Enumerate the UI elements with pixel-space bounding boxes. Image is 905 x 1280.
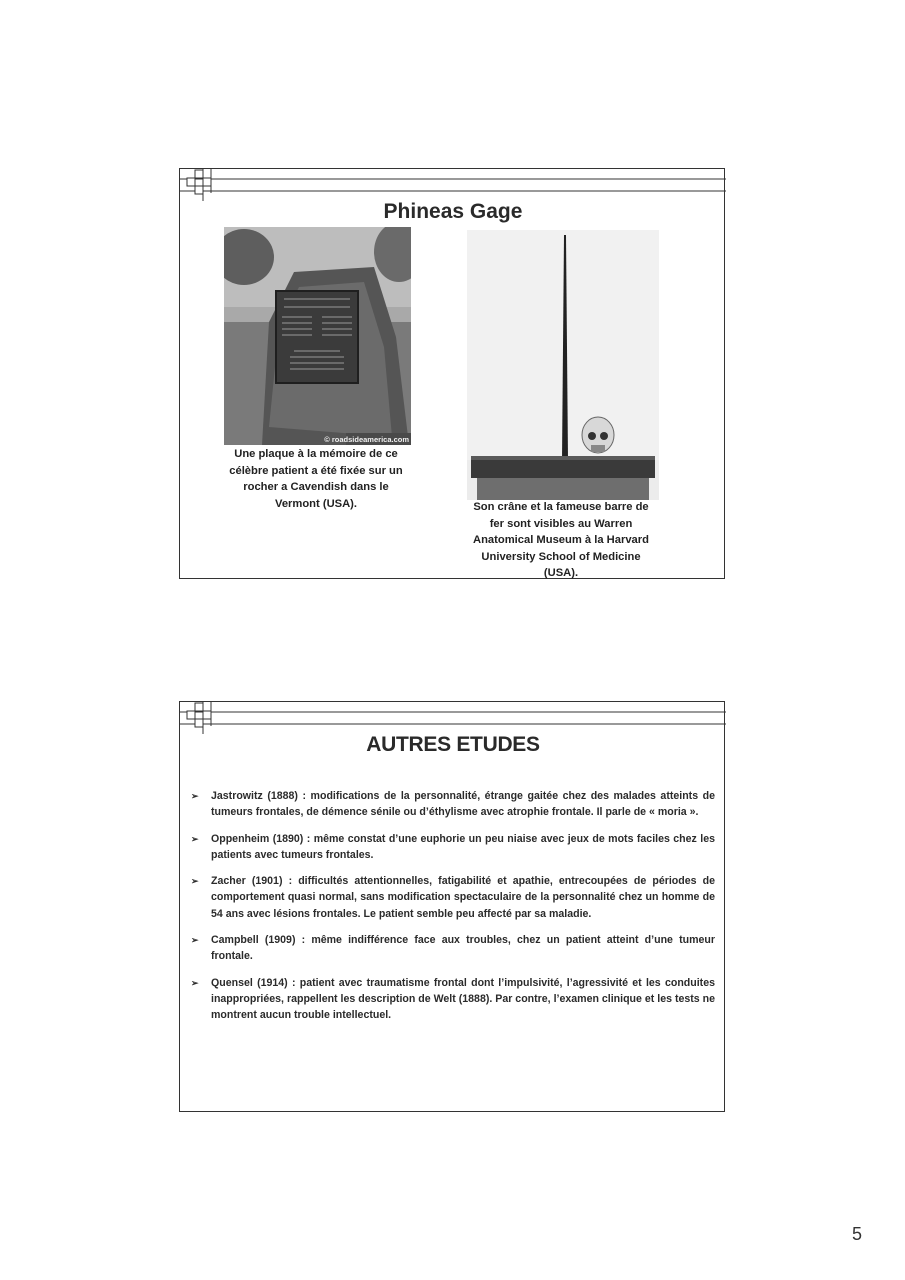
list-item-text: Campbell (1909) : même indifférence face aux troubles, chez un patient atteint d’une tumeur frontale. [211,934,715,963]
page-number: 5 [852,1224,863,1244]
list-item-text: Jastrowitz (1888) : modifications de la personnalité, étrange gaitée chez des malades atteints de tumeurs frontales, de démence sénile ou d’éthylisme avec atrophie frontale. Il parle de « moria ». [211,790,715,819]
slide-title: AUTRES ETUDES [366,733,540,756]
list-item [180,831,726,864]
arrow-bullet-icon: ➢ [191,833,199,844]
list-item [180,975,726,1024]
studies-list [180,788,726,1034]
arrow-bullet-icon: ➢ [191,791,199,801]
arrow-bullet-icon: ➢ [191,935,199,946]
list-item [180,873,726,922]
skull-caption: Son crâne et la fameuse barre de fer sont visibles au Warren Anatomical Museum à la Harvard University School of Medicine (USA). [473,501,649,579]
list-item-text: Quensel (1914) : patient avec traumatisme frontal dont l’impulsivité, l’agressivité et les conduites inappropriées, rappellent les description de Welt (1888). Par contre, l’examen clinique et les tests ne montrent aucun trouble intellectuel. [211,976,715,1022]
list-item [180,788,726,821]
list-item [180,932,726,965]
list-item-text: Zacher (1901) : difficultés attentionnelles, fatigabilité et apathie, entrecoupées de périodes de comportement quasi normal, sans modification spectaculaire de la personnalité chez un homme de 54 ans avec lésions frontales. Le patient semble peu affecté par sa maladie. [211,875,715,920]
list-item-text: Oppenheim (1890) : même constat d’une euphorie un peu niaise avec jeux de mots faciles chez les patients avec tumeurs frontales. [211,832,715,861]
arrow-bullet-icon: ➢ [191,876,199,887]
arrow-bullet-icon: ➢ [191,977,199,988]
slide-title: Phineas Gage [383,200,523,223]
memorial-plaque-photo [224,227,411,445]
plaque-caption: Une plaque à la mémoire de ce célèbre patient a été fixée sur un rocher a Cavendish dans le Vermont (USA). [229,448,403,510]
slide-autres-etudes [179,701,725,1112]
slide-phineas-gage [179,168,725,579]
watermark-text: © roadsideamerica.com [324,435,409,444]
skull-and-bar-photo [467,230,659,500]
